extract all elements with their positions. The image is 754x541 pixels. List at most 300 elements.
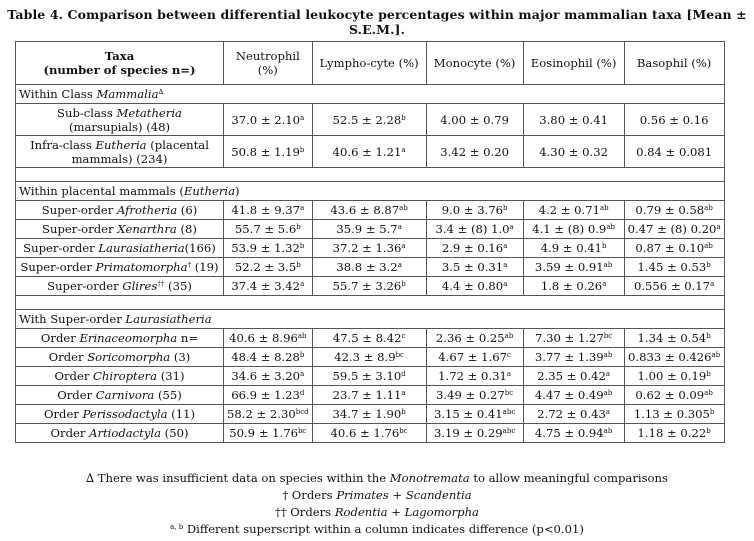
lymphocyte-cell xyxy=(312,239,426,258)
neutrophil-cell xyxy=(224,104,313,136)
eosinophil-value: 4.75 ± 0.94 xyxy=(534,426,604,440)
taxon-label xyxy=(16,405,224,424)
lymphocyte-cell xyxy=(312,386,426,405)
basophil-value: 0.56 ± 0.16 xyxy=(639,112,709,127)
neutrophil-superscript: b xyxy=(299,242,305,250)
basophil-cell xyxy=(624,405,724,424)
footnote-taxon: Rodentia + Lagomorpha xyxy=(334,505,479,519)
neutrophil-value: 37.0 ± 2.10 xyxy=(231,112,301,127)
footnote xyxy=(0,487,754,504)
table-row xyxy=(16,348,725,367)
neutrophil-cell xyxy=(224,367,313,386)
basophil-value: 1.34 ± 0.54 xyxy=(637,331,707,345)
neutrophil-superscript: a xyxy=(300,280,305,288)
spacer-row xyxy=(16,168,725,182)
taxon-mark: †† xyxy=(157,280,165,288)
footnote xyxy=(0,470,754,487)
taxon-rank: Order xyxy=(48,350,88,364)
monocyte-cell xyxy=(426,367,523,386)
basophil-cell xyxy=(624,329,724,348)
eosinophil-superscript: ab xyxy=(603,351,613,359)
taxon-label xyxy=(16,277,224,296)
lymphocyte-superscript: bc xyxy=(395,351,404,359)
section-title-post: ) xyxy=(235,184,240,198)
monocyte-value: 2.36 ± 0.25 xyxy=(435,331,505,345)
eosinophil-value: 2.72 ± 0.43 xyxy=(537,407,606,421)
lymphocyte-cell xyxy=(312,136,426,168)
section-row xyxy=(16,182,725,201)
lymphocyte-value: 42.3 ± 8.9 xyxy=(334,350,396,364)
taxon-label xyxy=(16,220,224,239)
section-row xyxy=(16,85,725,104)
table-row xyxy=(16,367,725,386)
taxon-label xyxy=(16,386,224,405)
section-title-pre: Within placental mammals ( xyxy=(19,184,184,198)
eosinophil-cell xyxy=(523,277,624,296)
table-body xyxy=(16,85,725,443)
neutrophil-cell xyxy=(224,386,313,405)
taxon-label xyxy=(16,239,224,258)
taxon-name: Chiroptera xyxy=(93,369,158,383)
taxon-count: (8) xyxy=(176,222,197,236)
taxon-count: (31) xyxy=(157,369,185,383)
monocyte-superscript: a xyxy=(503,242,508,250)
monocyte-cell xyxy=(426,329,523,348)
taxon-name: Xenarthra xyxy=(117,222,177,236)
basophil-value: 1.13 ± 0.305 xyxy=(633,407,710,421)
footnotes xyxy=(0,470,754,538)
monocyte-value: 3.4 ± (8) 1.0 xyxy=(435,222,510,236)
taxon-label xyxy=(16,329,224,348)
monocyte-cell xyxy=(426,201,523,220)
neutrophil-value: 34.6 ± 3.20 xyxy=(231,369,301,383)
taxon-rank: Order xyxy=(44,407,83,421)
neutrophil-value: 52.2 ± 3.5 xyxy=(234,260,297,274)
taxon-count: (19) xyxy=(191,260,219,274)
eosinophil-value: 7.30 ± 1.27 xyxy=(535,331,604,345)
footnote-post: to allow meaningful comparisons xyxy=(469,471,668,485)
table-row xyxy=(16,220,725,239)
table-row xyxy=(16,239,725,258)
neutrophil-cell xyxy=(224,239,313,258)
lymphocyte-value: 38.8 ± 3.2 xyxy=(336,260,398,274)
basophil-cell xyxy=(624,424,724,443)
eosinophil-cell xyxy=(523,329,624,348)
header-taxa-line2: (number of species n=) xyxy=(43,63,196,77)
spacer-cell xyxy=(16,296,725,310)
monocyte-cell xyxy=(426,405,523,424)
basophil-superscript: ab xyxy=(704,204,713,212)
neutrophil-superscript: d xyxy=(299,389,305,397)
table-row xyxy=(16,136,725,168)
eosinophil-value: 4.47 ± 0.49 xyxy=(534,388,604,402)
lymphocyte-superscript: a xyxy=(397,261,402,269)
monocyte-superscript: a xyxy=(509,223,514,231)
monocyte-superscript: ab xyxy=(504,332,514,340)
lymphocyte-cell xyxy=(312,201,426,220)
monocyte-cell xyxy=(426,239,523,258)
taxon-name: Metatheria xyxy=(116,105,182,120)
lymphocyte-value: 59.5 ± 3.10 xyxy=(332,369,402,383)
header-basophil: Basophil (%) xyxy=(624,42,724,85)
eosinophil-superscript: ab xyxy=(603,427,613,435)
basophil-cell xyxy=(624,367,724,386)
lymphocyte-value: 55.7 ± 3.26 xyxy=(332,279,402,293)
lymphocyte-cell xyxy=(312,367,426,386)
lymphocyte-cell xyxy=(312,329,426,348)
taxon-count: n= xyxy=(177,331,199,345)
eosinophil-value: 4.9 ± 0.41 xyxy=(540,241,603,255)
taxon-rank: Super-order xyxy=(23,241,99,255)
basophil-cell xyxy=(624,136,724,168)
footnote-pre: † Orders xyxy=(282,488,337,502)
eosinophil-superscript: ab xyxy=(599,204,609,212)
monocyte-cell xyxy=(426,258,523,277)
eosinophil-cell xyxy=(523,239,624,258)
lymphocyte-cell xyxy=(312,258,426,277)
table-caption: Table 4. Comparison between differential leukocyte percentages within major mammalian taxa [Mean ± S.E.M.]. xyxy=(7,7,747,37)
header-neutrophil: Neutrophil (%) xyxy=(224,42,313,85)
neutrophil-value: 48.4 ± 8.28 xyxy=(231,350,300,364)
lymphocyte-cell xyxy=(312,277,426,296)
basophil-value: 0.833 ± 0.426 xyxy=(628,350,712,364)
taxon-name: Soricomorpha xyxy=(87,350,171,364)
taxon-rank: Sub-class xyxy=(57,105,117,120)
basophil-superscript: ab xyxy=(704,389,713,397)
table-row xyxy=(16,424,725,443)
monocyte-superscript: a xyxy=(506,370,512,378)
basophil-superscript: b xyxy=(709,408,715,416)
eosinophil-superscript: ab xyxy=(603,261,613,269)
taxon-count: (marsupials) (48) xyxy=(68,119,171,134)
taxon-count: (placental mammals) (234) xyxy=(71,137,209,166)
basophil-value: 1.00 ± 0.19 xyxy=(637,369,707,383)
taxon-rank: Order xyxy=(54,369,94,383)
basophil-superscript: b xyxy=(706,370,711,378)
table-row xyxy=(16,104,725,136)
monocyte-cell xyxy=(426,136,523,168)
basophil-cell xyxy=(624,220,724,239)
monocyte-value: 1.72 ± 0.31 xyxy=(438,369,507,383)
eosinophil-superscript: a xyxy=(602,280,607,288)
neutrophil-superscript: b xyxy=(299,145,305,154)
basophil-cell xyxy=(624,104,724,136)
basophil-cell xyxy=(624,201,724,220)
leukocyte-table xyxy=(15,41,725,443)
eosinophil-value: 3.59 ± 0.91 xyxy=(534,260,604,274)
monocyte-value: 4.4 ± 0.80 xyxy=(441,279,504,293)
lymphocyte-superscript: d xyxy=(401,370,406,378)
lymphocyte-cell xyxy=(312,220,426,239)
taxon-label xyxy=(16,201,224,220)
table-row xyxy=(16,405,725,424)
taxon-count: (11) xyxy=(167,407,195,421)
lymphocyte-value: 35.9 ± 5.7 xyxy=(336,222,398,236)
header-taxa-line1: Taxa xyxy=(104,49,135,63)
spacer-cell xyxy=(16,168,725,182)
monocyte-value: 3.5 ± 0.31 xyxy=(441,260,504,274)
basophil-value: 0.84 ± 0.081 xyxy=(636,144,713,159)
basophil-cell xyxy=(624,277,724,296)
taxon-count: (6) xyxy=(177,203,198,217)
taxon-rank: Super-order xyxy=(41,203,117,217)
basophil-cell xyxy=(624,258,724,277)
eosinophil-cell xyxy=(523,136,624,168)
basophil-superscript: b xyxy=(706,332,711,340)
table-row xyxy=(16,329,725,348)
lymphocyte-value: 52.5 ± 2.28 xyxy=(332,112,402,127)
eosinophil-cell xyxy=(523,424,624,443)
monocyte-value: 3.19 ± 0.29 xyxy=(433,426,503,440)
eosinophil-superscript: b xyxy=(602,242,607,250)
taxon-name: Artiodactyla xyxy=(89,426,161,440)
eosinophil-value: 4.1 ± (8) 0.9 xyxy=(532,222,607,236)
taxon-label xyxy=(16,258,224,277)
monocyte-value: 3.42 ± 0.20 xyxy=(440,144,509,159)
lymphocyte-superscript: c xyxy=(401,332,406,340)
lymphocyte-superscript: b xyxy=(401,408,406,416)
footnote-taxon: Primates + Scandentia xyxy=(336,488,472,502)
eosinophil-superscript: ab xyxy=(606,223,615,231)
eosinophil-value: 1.8 ± 0.26 xyxy=(540,279,603,293)
basophil-superscript: a xyxy=(716,223,721,231)
table-row xyxy=(16,201,725,220)
lymphocyte-superscript: b xyxy=(401,280,406,288)
eosinophil-cell xyxy=(523,348,624,367)
basophil-value: 1.18 ± 0.22 xyxy=(637,426,707,440)
footnote-marker: a, b xyxy=(170,523,184,531)
footnote xyxy=(0,521,754,538)
section-title xyxy=(16,182,725,201)
eosinophil-cell xyxy=(523,258,624,277)
section-title-pre: With Super-order xyxy=(19,312,126,326)
table-row xyxy=(16,277,725,296)
taxon-rank: Order xyxy=(57,388,96,402)
lymphocyte-value: 40.6 ± 1.76 xyxy=(330,426,400,440)
section-title-mark: ∆ xyxy=(158,88,164,96)
basophil-superscript: b xyxy=(706,427,711,435)
eosinophil-superscript: a xyxy=(605,370,611,378)
taxon-label xyxy=(16,348,224,367)
lymphocyte-cell xyxy=(312,348,426,367)
taxon-rank: Super-order xyxy=(20,260,96,274)
basophil-value: 0.47 ± (8) 0.20 xyxy=(627,222,717,236)
monocyte-cell xyxy=(426,348,523,367)
lymphocyte-value: 43.6 ± 8.87 xyxy=(330,203,400,217)
neutrophil-superscript: bc xyxy=(297,427,307,435)
eosinophil-superscript: ab xyxy=(603,389,613,397)
eosinophil-cell xyxy=(523,367,624,386)
lymphocyte-superscript: b xyxy=(401,113,406,122)
basophil-value: 0.556 ± 0.17 xyxy=(633,279,711,293)
neutrophil-superscript: a xyxy=(300,113,305,122)
taxon-name: Perissodactyla xyxy=(82,407,168,421)
taxon-count: (166) xyxy=(184,241,216,255)
neutrophil-value: 50.9 ± 1.76 xyxy=(229,426,298,440)
monocyte-cell xyxy=(426,220,523,239)
header-row xyxy=(16,42,725,85)
eosinophil-cell xyxy=(523,201,624,220)
taxon-name: Carnivora xyxy=(95,388,155,402)
monocyte-superscript: c xyxy=(507,351,511,359)
lymphocyte-cell xyxy=(312,424,426,443)
header-monocyte: Monocyte (%) xyxy=(426,42,523,85)
monocyte-superscript: abc xyxy=(502,408,516,416)
neutrophil-cell xyxy=(224,348,313,367)
monocyte-superscript: bc xyxy=(504,389,514,397)
taxon-count: (35) xyxy=(164,279,192,293)
monocyte-superscript: a xyxy=(503,280,508,288)
neutrophil-value: 66.9 ± 1.23 xyxy=(231,388,300,402)
eosinophil-value: 2.35 ± 0.42 xyxy=(537,369,606,383)
basophil-superscript: ab xyxy=(711,351,721,359)
footnote-post: Different superscript within a column indicates difference (p<0.01) xyxy=(183,522,584,536)
eosinophil-cell xyxy=(523,405,624,424)
taxon-count: (50) xyxy=(161,426,189,440)
taxon-rank: Super-order xyxy=(47,279,123,293)
neutrophil-cell xyxy=(224,405,313,424)
footnote-taxon: Monotremata xyxy=(389,471,470,485)
section-title xyxy=(16,85,725,104)
monocyte-value: 9.0 ± 3.76 xyxy=(441,203,504,217)
neutrophil-superscript: b xyxy=(299,351,305,359)
taxon-rank: Super-order xyxy=(42,222,118,236)
monocyte-cell xyxy=(426,424,523,443)
section-row xyxy=(16,310,725,329)
monocyte-cell xyxy=(426,386,523,405)
neutrophil-value: 37.4 ± 3.42 xyxy=(231,279,301,293)
lymphocyte-superscript: a xyxy=(401,145,406,154)
lymphocyte-value: 34.7 ± 1.90 xyxy=(332,407,402,421)
monocyte-superscript: b xyxy=(503,204,508,212)
taxon-label xyxy=(16,424,224,443)
taxon-label xyxy=(16,136,224,168)
taxon-count: (55) xyxy=(154,388,182,402)
lymphocyte-superscript: bc xyxy=(399,427,408,435)
section-title-pre: Within Class xyxy=(19,87,97,101)
lymphocyte-value: 40.6 ± 1.21 xyxy=(332,144,402,159)
section-title-taxon: Mammalia xyxy=(96,87,159,101)
monocyte-value: 3.49 ± 0.27 xyxy=(436,388,505,402)
monocyte-superscript: a xyxy=(503,261,508,269)
taxon-name: Laurasiatheria xyxy=(98,241,185,255)
taxon-name: Afrotheria xyxy=(116,203,178,217)
taxon-rank: Order xyxy=(40,331,80,345)
taxon-mark: † xyxy=(187,261,192,269)
neutrophil-value: 53.9 ± 1.32 xyxy=(231,241,300,255)
basophil-cell xyxy=(624,386,724,405)
neutrophil-cell xyxy=(224,258,313,277)
neutrophil-superscript: a xyxy=(300,370,305,378)
taxon-rank: Infra-class xyxy=(30,137,96,152)
monocyte-superscript: abc xyxy=(502,427,516,435)
basophil-cell xyxy=(624,348,724,367)
taxon-name: Glires xyxy=(122,279,158,293)
header-lymphocyte: Lympho-cyte (%) xyxy=(312,42,426,85)
neutrophil-cell xyxy=(224,220,313,239)
neutrophil-superscript: ab xyxy=(297,332,307,340)
neutrophil-cell xyxy=(224,277,313,296)
taxon-count: (3) xyxy=(170,350,191,364)
section-title-taxon: Eutheria xyxy=(183,184,235,198)
lymphocyte-superscript: a xyxy=(401,242,406,250)
lymphocyte-superscript: ab xyxy=(399,204,408,212)
taxon-label xyxy=(16,104,224,136)
taxon-rank: Order xyxy=(50,426,90,440)
section-title-taxon: Laurasiatheria xyxy=(125,312,212,326)
eosinophil-value: 3.80 ± 0.41 xyxy=(539,112,608,127)
table-row xyxy=(16,386,725,405)
lymphocyte-cell xyxy=(312,104,426,136)
neutrophil-cell xyxy=(224,201,313,220)
monocyte-cell xyxy=(426,104,523,136)
footnote xyxy=(0,504,754,521)
basophil-value: 1.45 ± 0.53 xyxy=(637,260,707,274)
eosinophil-cell xyxy=(523,220,624,239)
footnote-pre: ∆ There was insufficient data on species within the xyxy=(86,471,390,485)
lymphocyte-superscript: a xyxy=(397,223,402,231)
section-title xyxy=(16,310,725,329)
eosinophil-cell xyxy=(523,104,624,136)
neutrophil-cell xyxy=(224,329,313,348)
basophil-value: 0.62 ± 0.09 xyxy=(635,388,705,402)
basophil-superscript: a xyxy=(710,280,715,288)
neutrophil-superscript: b xyxy=(296,261,301,269)
taxon-label xyxy=(16,367,224,386)
neutrophil-superscript: bcd xyxy=(295,408,309,416)
monocyte-value: 2.9 ± 0.16 xyxy=(441,241,504,255)
basophil-value: 0.87 ± 0.10 xyxy=(635,241,705,255)
neutrophil-value: 58.2 ± 2.30 xyxy=(227,407,296,421)
header-taxa xyxy=(16,42,224,85)
eosinophil-value: 4.30 ± 0.32 xyxy=(539,144,608,159)
basophil-superscript: ab xyxy=(704,242,713,250)
lymphocyte-value: 23.7 ± 1.11 xyxy=(332,388,402,402)
lymphocyte-superscript: a xyxy=(401,389,406,397)
neutrophil-value: 40.6 ± 8.96 xyxy=(229,331,298,345)
neutrophil-superscript: a xyxy=(300,204,305,212)
taxon-name: Erinaceomorpha xyxy=(79,331,178,345)
lymphocyte-value: 47.5 ± 8.42 xyxy=(332,331,402,345)
neutrophil-value: 55.7 ± 5.6 xyxy=(234,222,297,236)
basophil-superscript: b xyxy=(706,261,711,269)
neutrophil-cell xyxy=(224,424,313,443)
monocyte-value: 3.15 ± 0.41 xyxy=(433,407,503,421)
header-eosinophil: Eosinophil (%) xyxy=(523,42,624,85)
eosinophil-superscript: bc xyxy=(603,332,613,340)
table-row xyxy=(16,258,725,277)
lymphocyte-value: 37.2 ± 1.36 xyxy=(332,241,402,255)
eosinophil-superscript: a xyxy=(605,408,611,416)
taxon-name: Primatomorpha xyxy=(95,260,188,274)
eosinophil-value: 3.77 ± 1.39 xyxy=(534,350,604,364)
monocyte-value: 4.00 ± 0.79 xyxy=(440,112,509,127)
lymphocyte-cell xyxy=(312,405,426,424)
basophil-value: 0.79 ± 0.58 xyxy=(635,203,705,217)
neutrophil-superscript: b xyxy=(296,223,301,231)
basophil-cell xyxy=(624,239,724,258)
footnote-pre: †† Orders xyxy=(275,505,335,519)
neutrophil-value: 41.8 ± 9.37 xyxy=(231,203,301,217)
spacer-row xyxy=(16,296,725,310)
neutrophil-value: 50.8 ± 1.19 xyxy=(231,144,300,159)
eosinophil-cell xyxy=(523,386,624,405)
taxon-name: Eutheria xyxy=(95,137,147,152)
neutrophil-cell xyxy=(224,136,313,168)
eosinophil-value: 4.2 ± 0.71 xyxy=(538,203,600,217)
monocyte-value: 4.67 ± 1.67 xyxy=(438,350,507,364)
monocyte-cell xyxy=(426,277,523,296)
